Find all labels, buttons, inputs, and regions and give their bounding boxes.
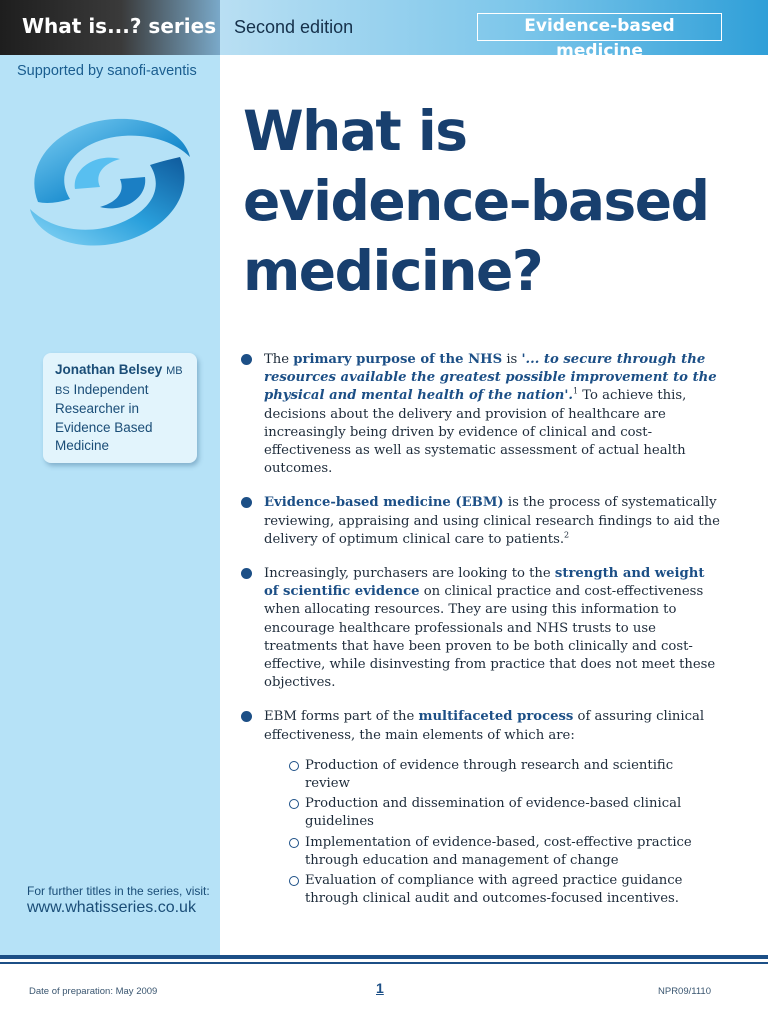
quote: '... to secure through the resources available the greatest possible improvement to the physical and mental health of the nation'.: [264, 352, 717, 404]
bullet-paragraph: Evidence-based medicine (EBM) is the process of systematically reviewing, appraising and using clinical research findings to aid the delivery of optimum clinical care to patients.$^2$: [241, 494, 721, 549]
footer-rule-thin: [0, 962, 768, 964]
highlight: multifaceted process: [418, 709, 574, 725]
author-box: [43, 353, 197, 463]
sub-bullet-ring-icon: [289, 799, 299, 809]
edition-label: Second edition: [234, 17, 354, 37]
series-label: What is...? series: [22, 14, 217, 38]
list-item: Production of evidence through research and scientific review: [285, 757, 721, 793]
list-item: Implementation of evidence-based, cost-effective practice through education and management of change: [285, 834, 721, 870]
bullet-dot-icon: [241, 711, 252, 722]
bullet-dot-icon: [241, 568, 252, 579]
title-line-1: What is: [243, 99, 467, 163]
sub-bullet-ring-icon: [289, 761, 299, 771]
highlight: strength and weight of scientific evidence: [264, 566, 705, 600]
footnote-ref: 1: [572, 387, 579, 397]
footer-rule: [0, 955, 768, 959]
topic-badge: Evidence-based medicine: [477, 13, 722, 41]
sub-bullet-ring-icon: [289, 876, 299, 886]
bullet-paragraph: Increasingly, purchasers are looking to the strength and weight of scientific evidence on clinical practice and cost-effectiveness when allocating resources. They are using this information to encourage healthcare professionals and NHS trusts to use treatments that have been proven to be both clinically and cost-effective, while disinvesting from practice that does not meet these objectives.: [241, 565, 721, 692]
article-body: [241, 351, 721, 910]
series-banner: [0, 0, 220, 55]
title-line-3: medicine?: [243, 239, 543, 303]
highlight: Evidence-based medicine (EBM): [264, 495, 504, 511]
title-line-2: evidence-based: [243, 169, 709, 233]
further-titles-text: For further titles in the series, visit:: [27, 884, 210, 898]
bullet-paragraph: The primary purpose of the NHS is '... to secure through the resources available the greatest possible improvement to the physical and mental health of the nation'.$^1$ To achieve this, decisions about the delivery and provision of healthcare are increasingly being driven by evidence of clinical and cost-effectiveness as well as systematic assessment of actual health outcomes.: [241, 351, 721, 478]
list-item: Evaluation of compliance with agreed practice guidance through clinical audit and outcomes-focused incentives.: [285, 872, 721, 908]
document-code: NPR09/1110: [658, 986, 711, 997]
preparation-date: Date of preparation: May 2009: [29, 986, 158, 997]
list-item: Production and dissemination of evidence-based clinical guidelines: [285, 795, 721, 831]
page-number: 1: [376, 980, 384, 996]
website-link[interactable]: www.whatisseries.co.uk: [27, 899, 196, 916]
footnote-ref: 2: [564, 530, 570, 540]
sidebar: [0, 55, 220, 955]
header-band: [220, 0, 768, 61]
sub-bullet-ring-icon: [289, 838, 299, 848]
bullet-dot-icon: [241, 354, 252, 365]
bullet-dot-icon: [241, 497, 252, 508]
author-name: Jonathan Belsey: [55, 362, 163, 377]
sponsor-text: Supported by sanofi-aventis: [17, 63, 197, 79]
highlight: primary purpose of the NHS: [293, 352, 503, 367]
page-title: [243, 96, 753, 306]
author-role: Independent Researcher in Evidence Based Medicine: [55, 381, 153, 453]
sub-list: [241, 757, 721, 909]
bullet-paragraph: EBM forms part of the multifaceted process of assuring clinical effectiveness, the main elements of which are:: [241, 708, 721, 744]
author-credentials: MB BS: [55, 365, 183, 397]
logo-swirl-icon: [20, 107, 200, 257]
